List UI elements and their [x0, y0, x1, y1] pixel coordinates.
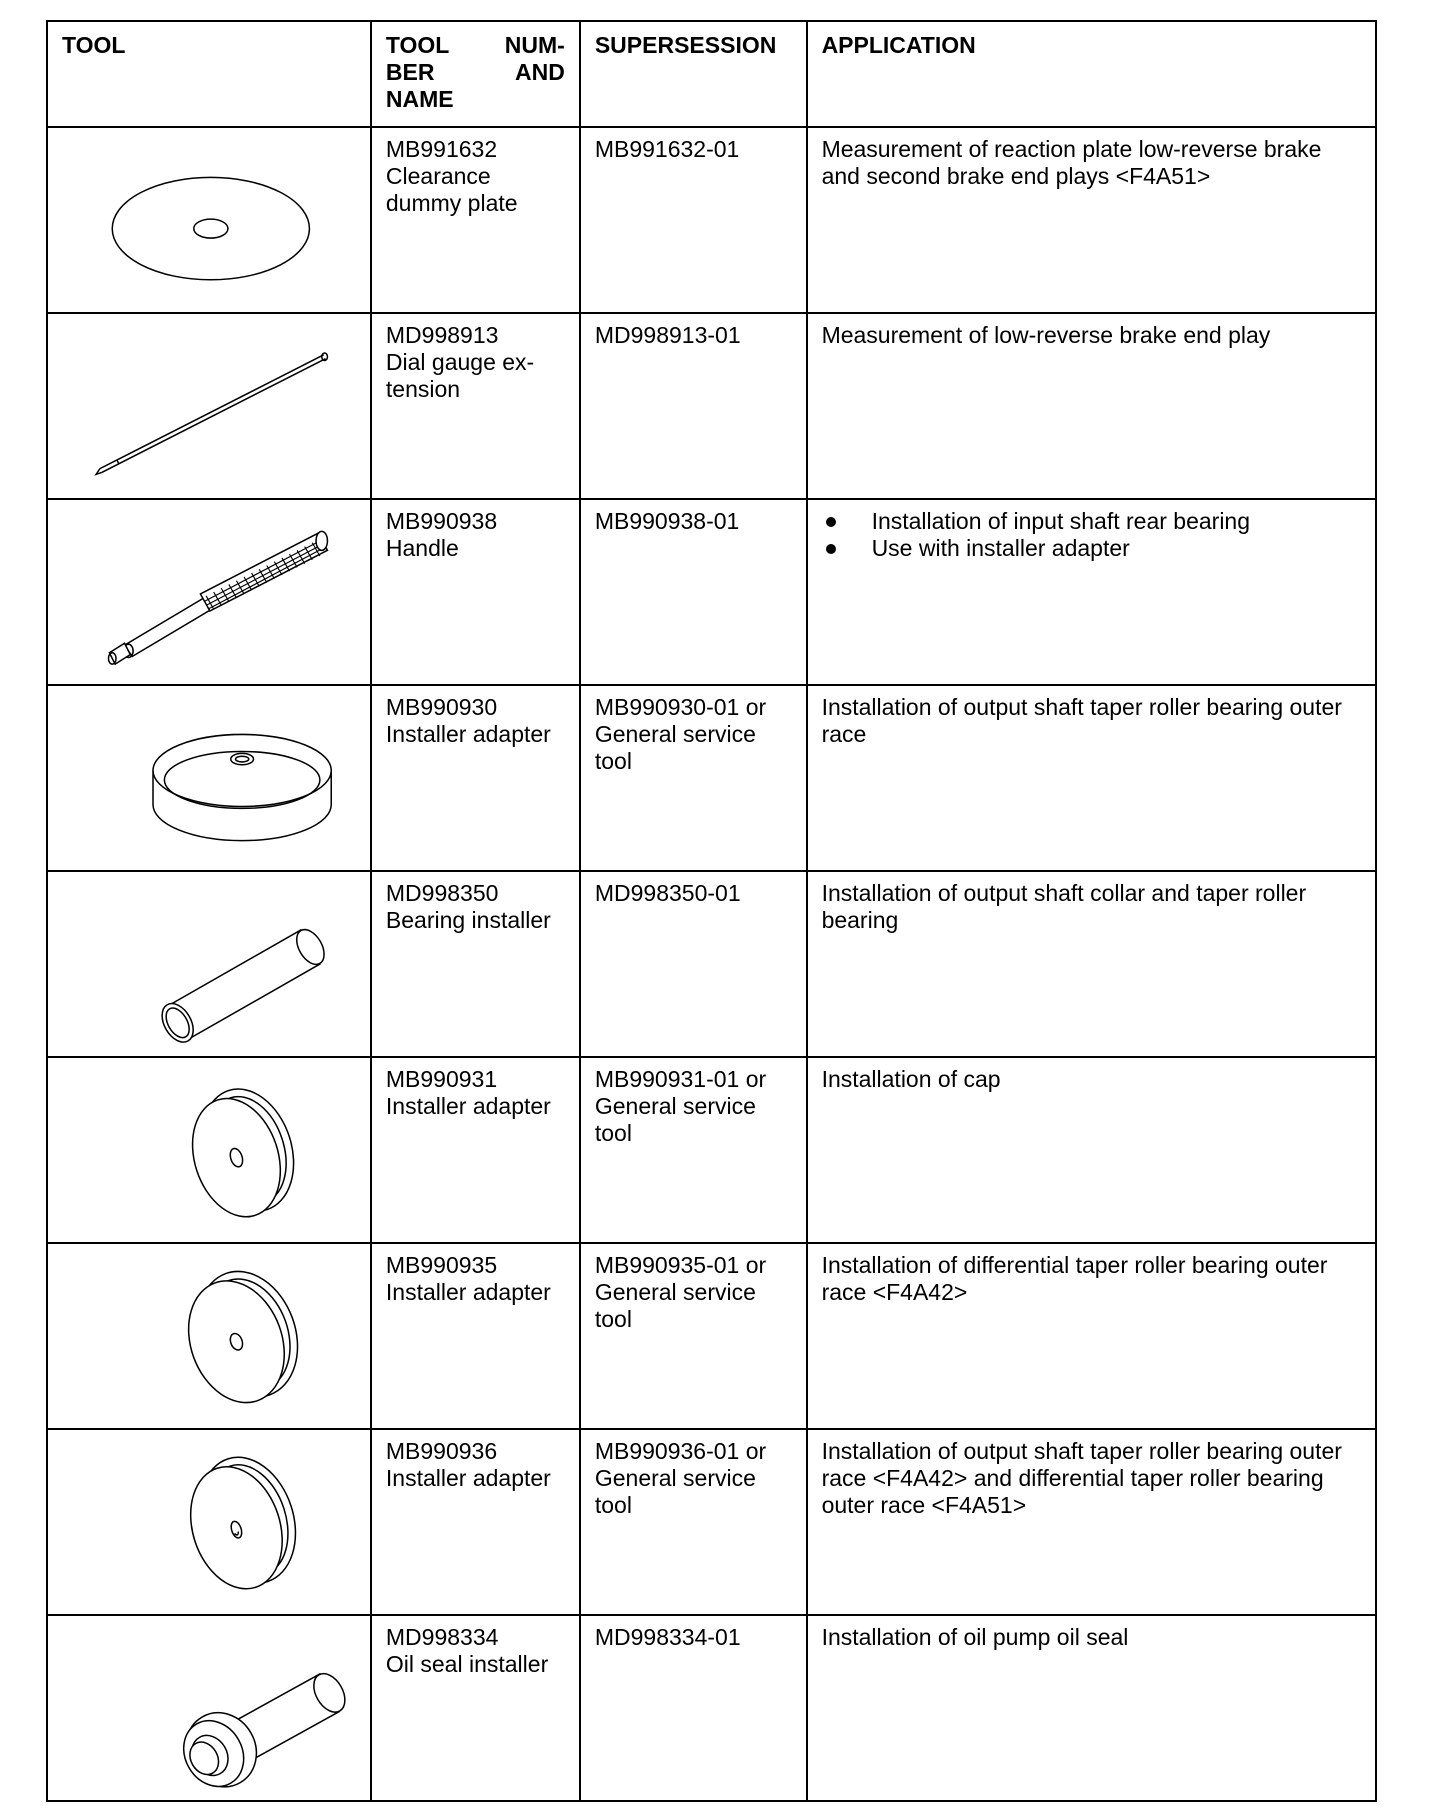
header-tool: TOOL: [47, 21, 371, 127]
header-tool-number-name: [371, 21, 580, 127]
application-cell: Measurement of low-reverse brake end play: [807, 313, 1376, 499]
tool-number-name-cell: [371, 127, 580, 313]
oil-seal-installer-icon: [62, 1624, 356, 1794]
tool-number: MB990935: [385, 1252, 498, 1278]
table-row: [47, 685, 1376, 871]
installer-adapter-disc-icon: [62, 1066, 356, 1236]
application-cell: Installation of cap: [807, 1057, 1376, 1243]
application-cell: Installation of output shaft taper roller bearing outer race: [807, 685, 1376, 871]
supersession-cell: MB990935-01 or General service tool: [580, 1243, 807, 1429]
application-cell: Installation of output shaft collar and taper roller bearing: [807, 871, 1376, 1057]
tool-illustration-cell: [47, 1057, 371, 1243]
tool-name: Installer adapter: [385, 721, 551, 747]
installer-adapter-disc-icon: [62, 1438, 356, 1608]
tool-number: MD998334: [385, 1624, 499, 1650]
tool-illustration-cell: [47, 1615, 371, 1801]
tool-number-name-cell: [371, 685, 580, 871]
tool-name: Installer adapter: [385, 1465, 551, 1491]
tool-name: Installer adapter: [385, 1093, 551, 1119]
application-bullet: Use with installer adapter: [822, 535, 1361, 562]
tool-illustration-cell: [47, 871, 371, 1057]
application-cell: Installation of differential taper roller bearing outer race <F4A42>: [807, 1243, 1376, 1429]
tool-number: MB990936: [385, 1438, 498, 1464]
tool-number-name-cell: [371, 1057, 580, 1243]
application-cell: Installation of output shaft taper roller bearing outer race <F4A42> and differential taper roller bearing outer race <F4A51>: [807, 1429, 1376, 1615]
table-row: [47, 871, 1376, 1057]
tool-number-name-cell: [371, 1615, 580, 1801]
tool-number: MB991632: [385, 136, 498, 162]
clearance-dummy-plate-icon: [62, 136, 356, 306]
tool-name: Handle: [385, 535, 459, 561]
table-row: [47, 1243, 1376, 1429]
tool-number: MB990930: [385, 694, 498, 720]
table-row: [47, 313, 1376, 499]
table-row: [47, 127, 1376, 313]
supersession-cell: MB990936-01 or General service tool: [580, 1429, 807, 1615]
tool-number-name-cell: [371, 1243, 580, 1429]
table-row: [47, 1615, 1376, 1801]
tool-number-name-cell: [371, 499, 580, 685]
supersession-cell: MB990931-01 or General service tool: [580, 1057, 807, 1243]
supersession-cell: MB990930-01 or General service tool: [580, 685, 807, 871]
supersession-cell: MB991632-01: [580, 127, 807, 313]
installer-adapter-disc-icon: [62, 1252, 356, 1422]
header-tool-number-name-line3: NAME: [385, 86, 454, 112]
tool-illustration-cell: [47, 313, 371, 499]
table-row: [47, 1057, 1376, 1243]
tool-illustration-cell: [47, 1429, 371, 1615]
application-cell: Installation of oil pump oil seal: [807, 1615, 1376, 1801]
application-cell: Measurement of reaction plate low-reverse brake and second brake end plays <F4A51>: [807, 127, 1376, 313]
supersession-cell: MB990938-01: [580, 499, 807, 685]
header-tool-number-name-line1: TOOL NUM-: [385, 32, 565, 58]
tool-name: Oil seal installer: [385, 1651, 549, 1677]
application-cell: [807, 499, 1376, 685]
header-application: APPLICATION: [807, 21, 1376, 127]
application-bullet: Installation of input shaft rear bearing: [822, 508, 1361, 535]
tool-number: MD998350: [385, 880, 499, 906]
header-tool-number-name-line2: BER AND: [385, 59, 565, 85]
handle-icon: [62, 508, 356, 678]
tool-number-name-cell: [371, 871, 580, 1057]
tool-illustration-cell: [47, 499, 371, 685]
supersession-cell: MD998913-01: [580, 313, 807, 499]
supersession-cell: MD998334-01: [580, 1615, 807, 1801]
tool-name: Dial gauge ex-tension: [385, 349, 535, 402]
tool-number-name-cell: [371, 1429, 580, 1615]
application-bullet-list: [822, 508, 1361, 562]
tool-number: MD998913: [385, 322, 499, 348]
tool-number: MB990931: [385, 1066, 498, 1092]
supersession-cell: MD998350-01: [580, 871, 807, 1057]
table-row: [47, 499, 1376, 685]
tool-name: Clearance dummy plate: [385, 163, 518, 216]
special-tools-table: [46, 20, 1377, 1802]
tool-name: Installer adapter: [385, 1279, 551, 1305]
tool-illustration-cell: [47, 127, 371, 313]
tool-number-name-cell: [371, 313, 580, 499]
dial-gauge-extension-icon: [62, 322, 356, 492]
tool-illustration-cell: [47, 685, 371, 871]
bearing-installer-tube-icon: [62, 880, 356, 1050]
table-row: [47, 1429, 1376, 1615]
tool-illustration-cell: [47, 1243, 371, 1429]
tool-name: Bearing installer: [385, 907, 551, 933]
tool-number: MB990938: [385, 508, 498, 534]
header-row: [47, 21, 1376, 127]
installer-adapter-flat-icon: [62, 694, 356, 864]
header-supersession: SUPERSESSION: [580, 21, 807, 127]
